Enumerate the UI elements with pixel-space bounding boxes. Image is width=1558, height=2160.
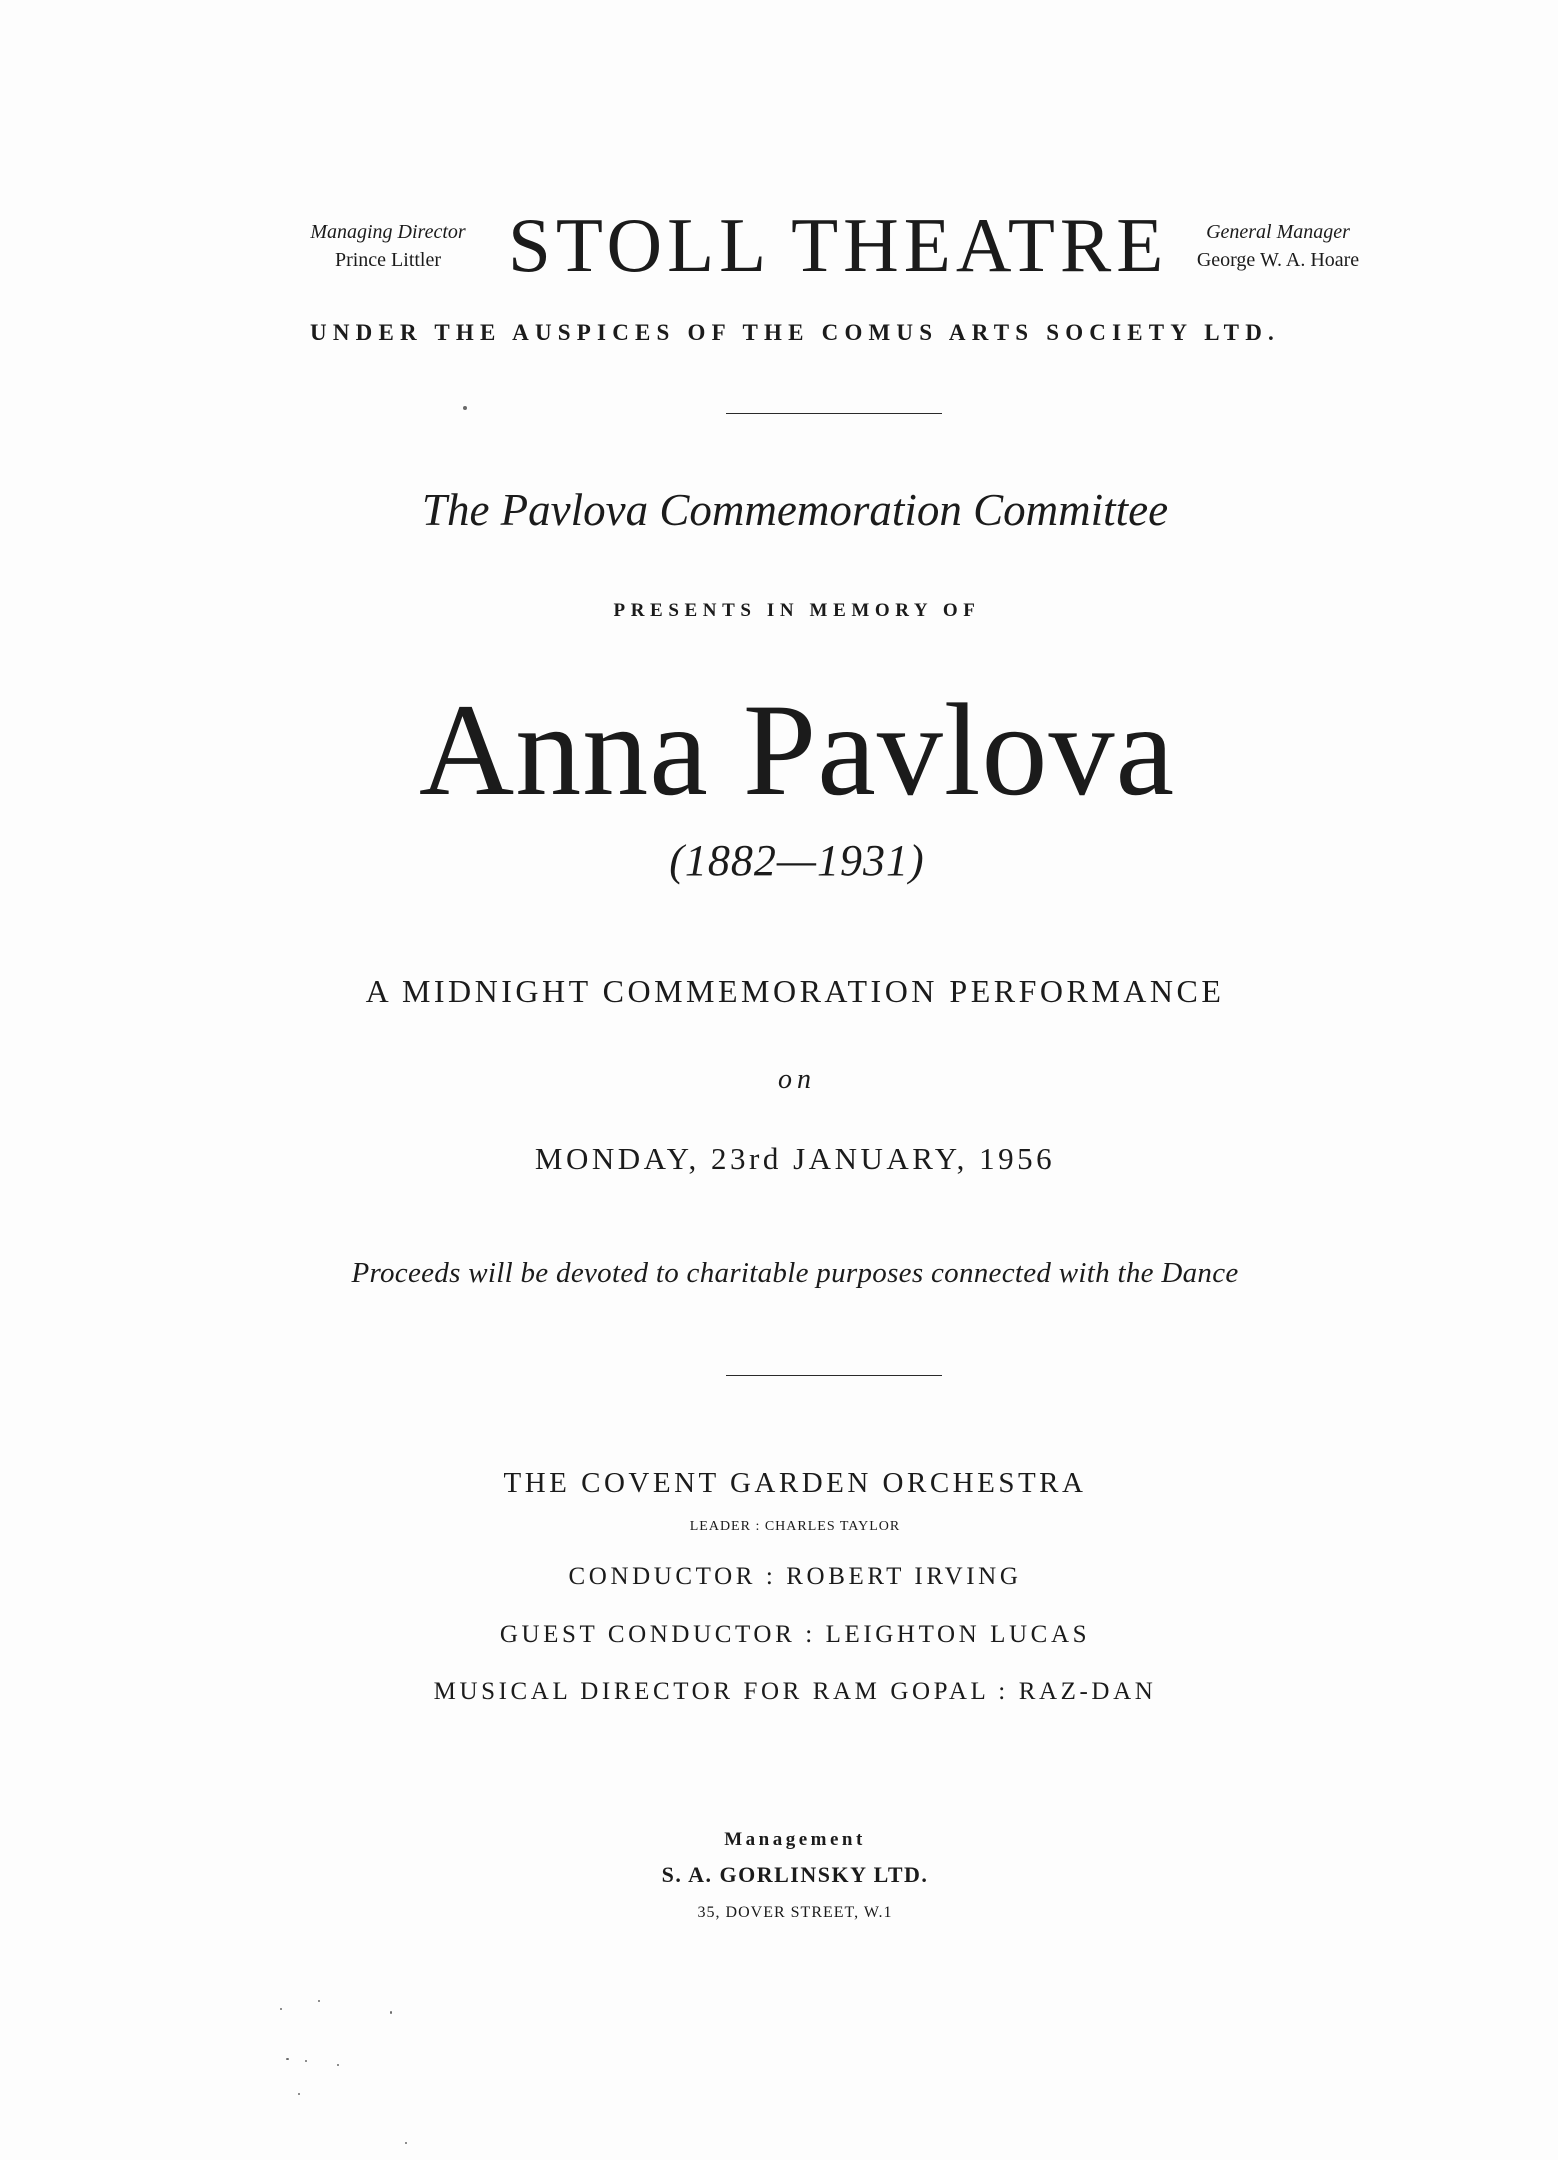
general-manager-role: General Manager [1206,221,1350,243]
orchestra-leader: LEADER : CHARLES TAYLOR [689,1519,901,1534]
performance-title: A MIDNIGHT COMMEMORATION PERFORMANCE [365,973,1225,1009]
performance-date: MONDAY, 23rd JANUARY, 1956 [534,1141,1056,1176]
proceeds-note: Proceeds will be devoted to charitable purposes connected with the Dance [351,1257,1239,1289]
management-company: S. A. GORLINSKY LTD. [661,1862,929,1887]
presents-line: PRESENTS IN MEMORY OF [613,600,981,621]
managing-director-block [278,218,498,274]
divider-bottom [726,1375,942,1376]
theatre-title: STOLL THEATRE [508,202,1169,288]
committee-heading: The Pavlova Commemoration Committee [421,485,1169,535]
honoree-name: Anna Pavlova [418,676,1176,823]
paper-speck [463,406,467,410]
conductor-credit: CONDUCTOR : ROBERT IRVING [568,1563,1022,1590]
general-manager-name: George W. A. Hoare [1196,249,1360,271]
paper-speck [405,2142,407,2144]
on-word: on [778,1064,816,1095]
guest-conductor-credit: GUEST CONDUCTOR : LEIGHTON LUCAS [499,1621,1091,1648]
paper-speck [280,2008,282,2010]
paper-speck [318,2000,320,2002]
paper-speck [390,2011,392,2014]
managing-director-name: Prince Littler [334,249,442,271]
general-manager-block [1168,218,1388,274]
auspices-line: UNDER THE AUSPICES OF THE COMUS ARTS SOCIETY LTD. [310,320,1280,345]
management-address: 35, DOVER STREET, W.1 [697,1904,893,1921]
paper-speck [298,2093,300,2095]
management-label: Management [724,1829,866,1850]
paper-speck [305,2060,307,2062]
paper-speck [337,2064,339,2066]
divider-top [726,413,942,414]
paper-speck [286,2058,289,2060]
orchestra-name: THE COVENT GARDEN ORCHESTRA [503,1467,1087,1499]
musical-director-credit: MUSICAL DIRECTOR FOR RAM GOPAL : RAZ-DAN [433,1678,1157,1705]
managing-director-role: Managing Director [310,221,466,243]
honoree-dates: (1882—1931) [669,836,925,885]
